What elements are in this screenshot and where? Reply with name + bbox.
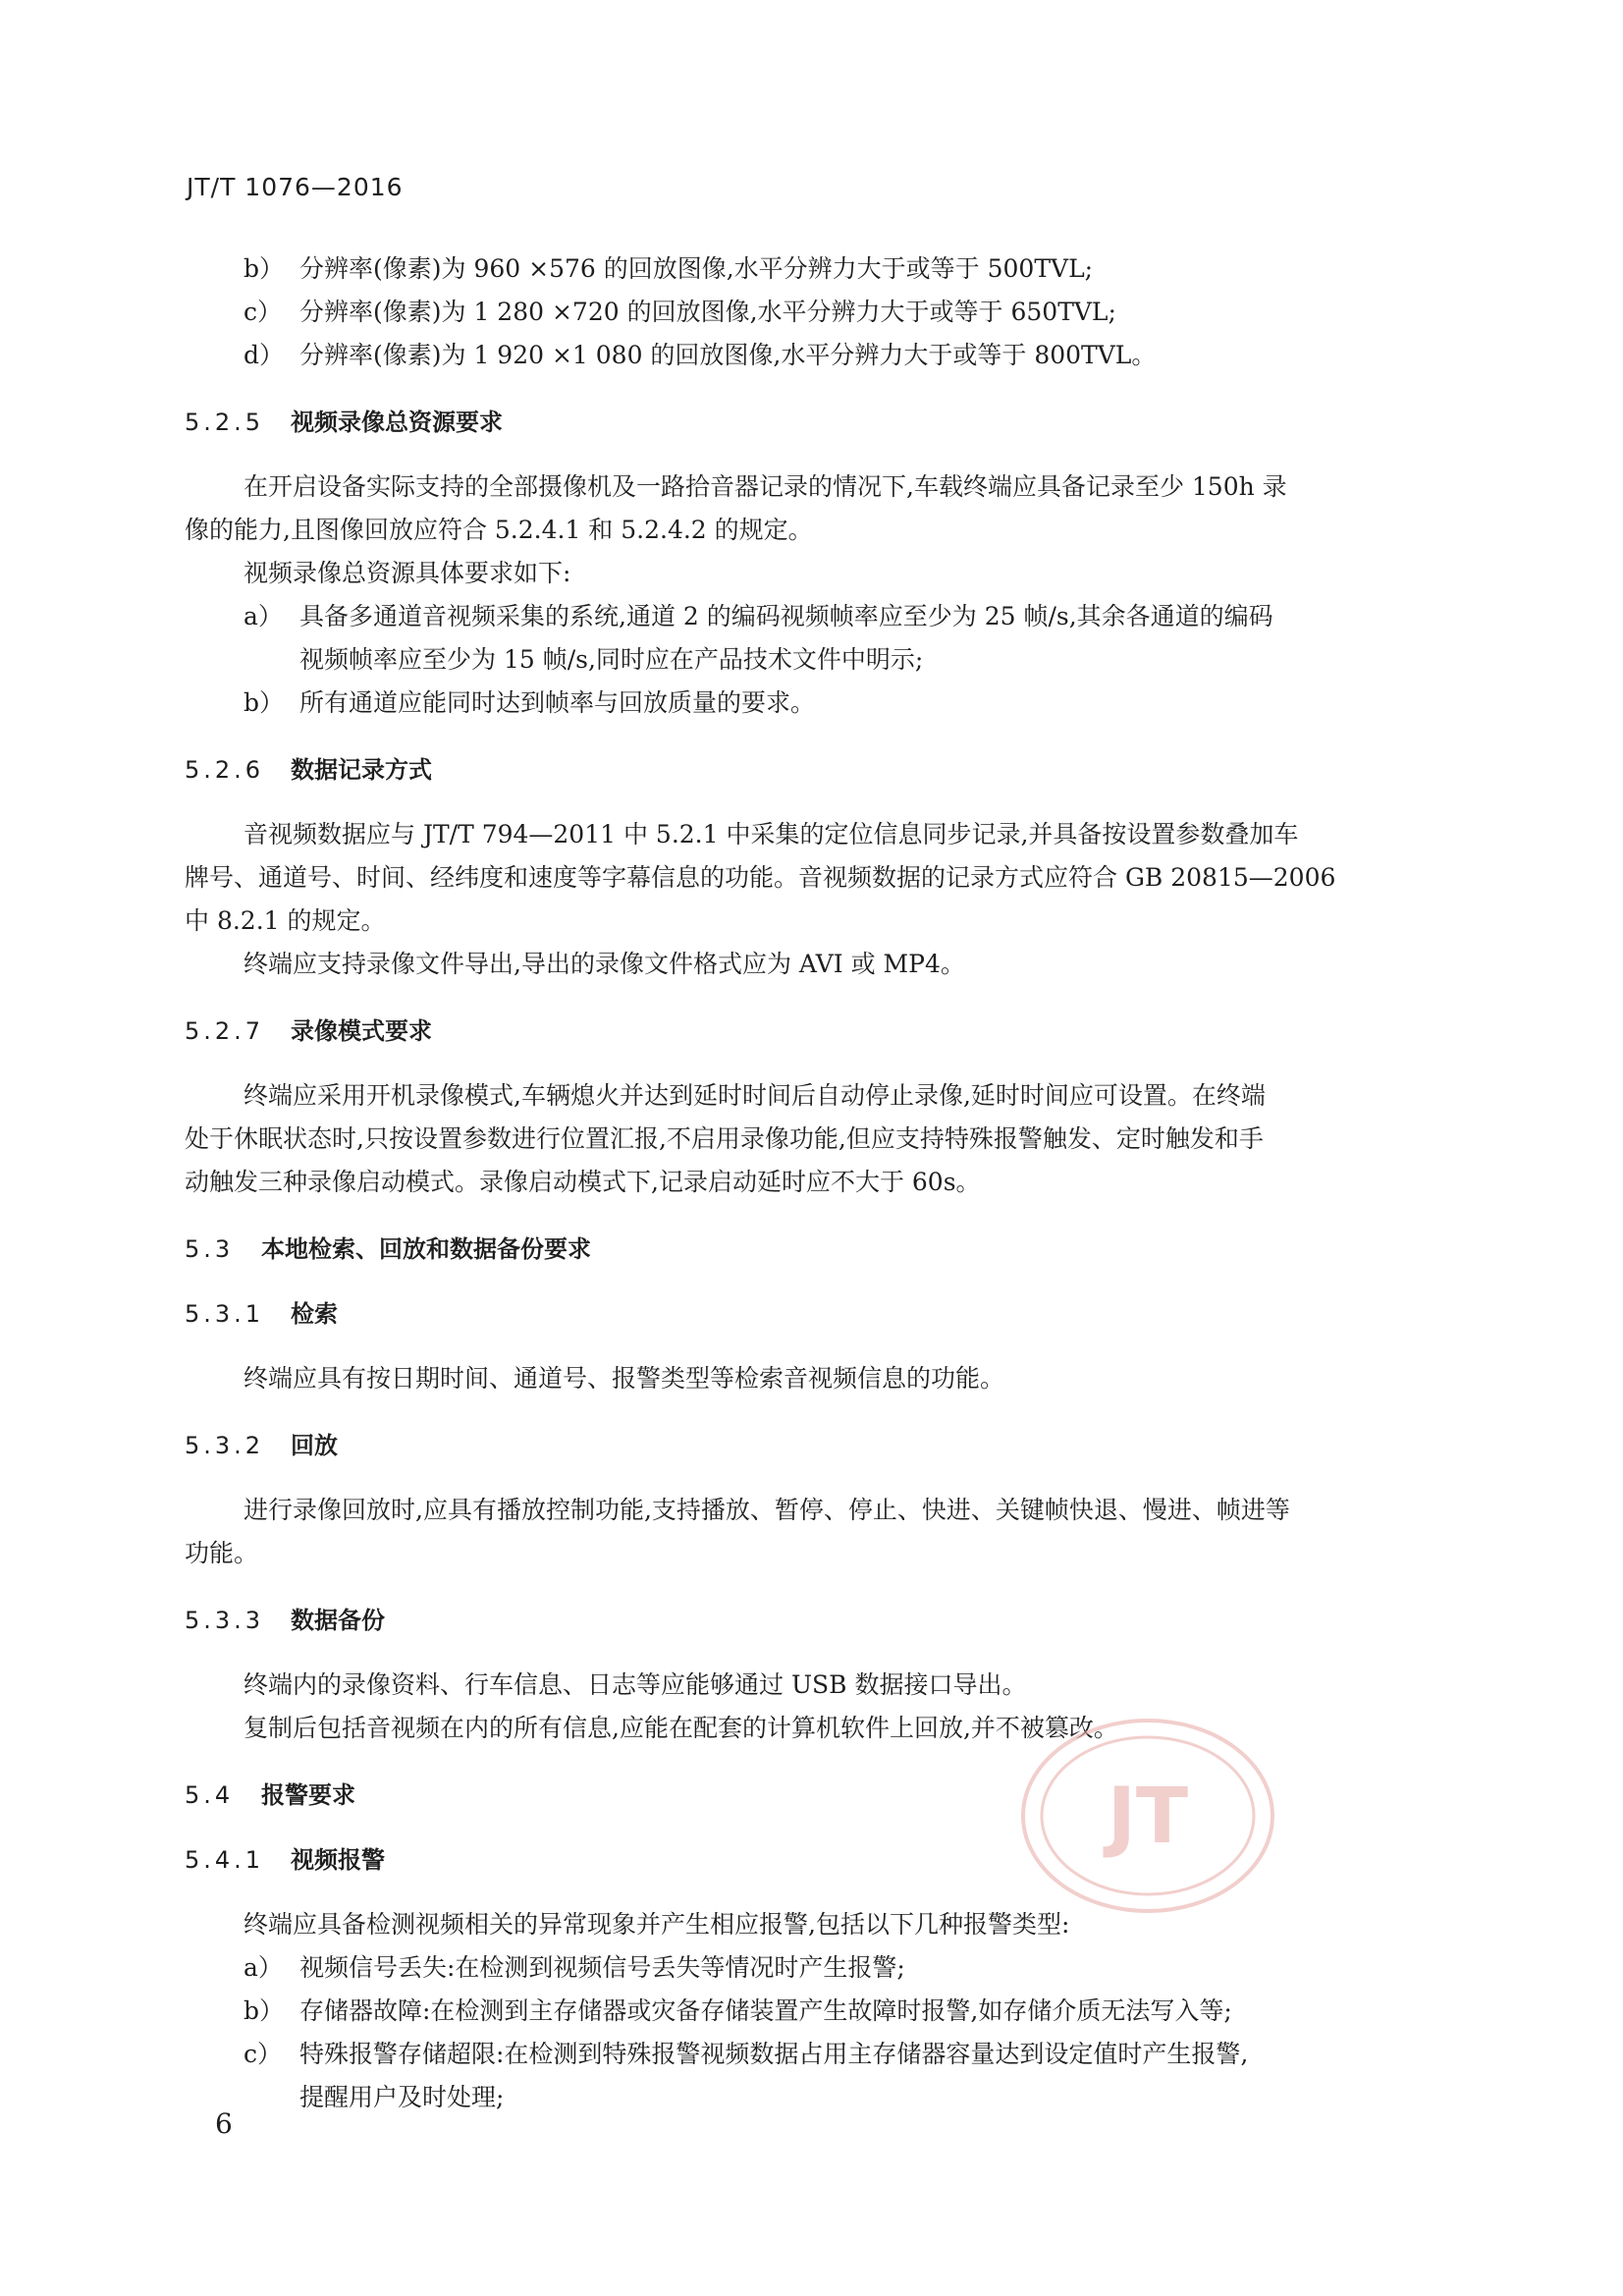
list-marker: b）: [243, 688, 285, 717]
list-text: 视频信号丢失:在检测到视频信号丢失等情况时产生报警;: [299, 1953, 905, 1982]
list-text: 所有通道应能同时达到帧率与回放质量的要求。: [299, 688, 816, 717]
paragraph-line: 终端内的录像资料、行车信息、日志等应能够通过 USB 数据接口导出。: [243, 1670, 1027, 1699]
list-item: [185, 595, 1451, 638]
paragraph-line: 复制后包括音视频在内的所有信息,应能在配套的计算机软件上回放,并不被篡改。: [243, 1714, 1118, 1742]
section-title: 回放: [291, 1432, 338, 1459]
jt-stamp-watermark: [1019, 1717, 1276, 1915]
list-item: [185, 291, 1451, 334]
paragraph-line: 终端应支持录像文件导出,导出的录像文件格式应为 AVI 或 MP4。: [243, 950, 965, 978]
section-title: 数据备份: [291, 1607, 385, 1634]
list-item: [185, 334, 1451, 377]
paragraph-line: 动触发三种录像启动模式。录像启动模式下,记录启动延时应不大于 60s。: [185, 1168, 981, 1196]
paragraph-line: 处于休眠状态时,只按设置参数进行位置汇报,不启用录像功能,但应支持特殊报警触发、定时触发和手: [185, 1124, 1264, 1153]
standard-code-header: JT/T 1076—2016: [187, 173, 404, 201]
paragraph-line: 音视频数据应与 JT/T 794—2011 中 5.2.1 中采集的定位信息同步记录,并具备按设置参数叠加车: [243, 820, 1299, 848]
list-text: 分辨率(像素)为 1 280 ×720 的回放图像,水平分辨力大于或等于 650TVL;: [299, 298, 1116, 326]
section-heading-5-3-3: [185, 1599, 1451, 1642]
section-number: 5.3.3: [185, 1607, 265, 1634]
section-number: 5.4.1: [185, 1846, 265, 1874]
paragraph-line: 牌号、通道号、时间、经纬度和速度等字幕信息的功能。音视频数据的记录方式应符合 GB 20815—2006: [185, 863, 1336, 892]
list-item: [185, 682, 1451, 725]
list-item-continuation: 视频帧率应至少为 15 帧/s,同时应在产品技术文件中明示;: [299, 645, 924, 674]
section-number: 5.2.5: [185, 409, 265, 436]
section-number: 5.3.1: [185, 1300, 265, 1328]
list-marker: c）: [243, 298, 283, 326]
list-item-continuation: 提醒用户及时处理;: [299, 2083, 505, 2111]
section-heading-5-2-7: [185, 1010, 1451, 1053]
list-text: 具备多通道音视频采集的系统,通道 2 的编码视频帧率应至少为 25 帧/s,其余各通道的编码: [299, 602, 1273, 630]
list-item: [185, 1990, 1451, 2033]
section-heading-5-3-2: [185, 1424, 1451, 1467]
list-item: [185, 247, 1451, 291]
paragraph-line: 中 8.2.1 的规定。: [185, 906, 386, 935]
section-title: 本地检索、回放和数据备份要求: [261, 1235, 591, 1263]
section-title: 检索: [291, 1300, 338, 1328]
list-text: 存储器故障:在检测到主存储器或灾备存储装置产生故障时报警,如存储介质无法写入等;: [299, 1996, 1232, 2025]
section-title: 报警要求: [261, 1781, 355, 1809]
section-number: 5.2.7: [185, 1017, 265, 1045]
list-item: [185, 2033, 1451, 2076]
section-number: 5.4: [185, 1781, 235, 1809]
section-number: 5.3.2: [185, 1432, 265, 1459]
stamp-text: JT: [1107, 1773, 1189, 1861]
list-item: [185, 1946, 1451, 1990]
page-number: 6: [215, 2107, 233, 2140]
section-number: 5.2.6: [185, 756, 265, 784]
section-title: 录像模式要求: [291, 1017, 432, 1045]
list-marker: a）: [243, 1953, 283, 1982]
section-number: 5.3: [185, 1235, 235, 1263]
section-heading-5-2-5: [185, 401, 1451, 444]
list-text: 分辨率(像素)为 1 920 ×1 080 的回放图像,水平分辨力大于或等于 800TVL。: [299, 341, 1157, 369]
list-marker: a）: [243, 602, 283, 630]
paragraph-line: 在开启设备实际支持的全部摄像机及一路拾音器记录的情况下,车载终端应具备记录至少 150h 录: [243, 472, 1287, 501]
list-marker: c）: [243, 2040, 283, 2068]
section-title: 数据记录方式: [291, 756, 432, 784]
section-title: 视频录像总资源要求: [291, 409, 503, 436]
paragraph-line: 功能。: [185, 1539, 259, 1567]
section-heading-5-3-1: [185, 1292, 1451, 1336]
paragraph-line: 进行录像回放时,应具有播放控制功能,支持播放、暂停、停止、快进、关键帧快退、慢进、帧进等: [243, 1496, 1290, 1524]
paragraph-line: 终端应具有按日期时间、通道号、报警类型等检索音视频信息的功能。: [243, 1364, 1005, 1393]
list-text: 特殊报警存储超限:在检测到特殊报警视频数据占用主存储器容量达到设定值时产生报警,: [299, 2040, 1249, 2068]
list-marker: d）: [243, 341, 285, 369]
paragraph-line: 终端应采用开机录像模式,车辆熄火并达到延时时间后自动停止录像,延时时间应可设置。在终端: [243, 1081, 1266, 1110]
paragraph-line: 视频录像总资源具体要求如下:: [243, 559, 571, 587]
paragraph-line: 终端应具备检测视频相关的异常现象并产生相应报警,包括以下几种报警类型:: [243, 1910, 1070, 1939]
paragraph-line: 像的能力,且图像回放应符合 5.2.4.1 和 5.2.4.2 的规定。: [185, 516, 813, 544]
section-title: 视频报警: [291, 1846, 385, 1874]
list-marker: b）: [243, 254, 285, 283]
section-heading-5-2-6: [185, 748, 1451, 792]
list-marker: b）: [243, 1996, 285, 2025]
list-text: 分辨率(像素)为 960 ×576 的回放图像,水平分辨力大于或等于 500TVL;: [299, 254, 1094, 283]
section-heading-5-3: [185, 1228, 1451, 1271]
